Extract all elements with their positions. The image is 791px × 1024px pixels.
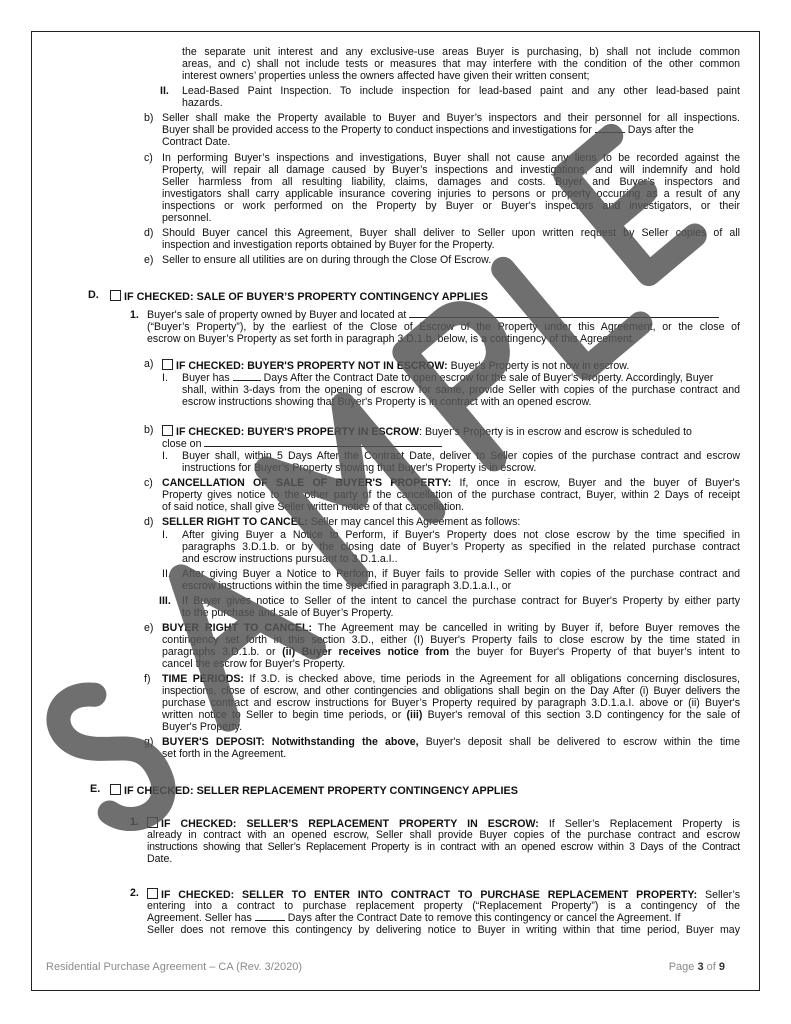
text-line xyxy=(162,125,740,137)
subheading: IF CHECKED: SELLER TO ENTER INTO CONTRACT TO PURCHASE REPLACEMENT PROPERTY: xyxy=(161,889,698,901)
text-fragment: Agreement. Seller has xyxy=(147,912,252,924)
text-line: personnel. xyxy=(162,212,212,224)
list-marker: d) xyxy=(144,516,154,528)
text-line xyxy=(162,517,520,529)
list-marker: I. xyxy=(162,529,168,541)
text-line: shall, within 3-days from the opening of escrow for same, provide Seller with copies of the purchase contract and xyxy=(182,384,740,396)
list-marker: I. xyxy=(162,372,168,384)
text-line: (“Buyer’s Property”), by the earliest of the Close of Escrow of the Property under this Agreement, or the close of xyxy=(147,321,740,333)
text-fragment: If Seller’s Replacement Property is xyxy=(538,818,740,830)
text-fragment: Buyer's deposit shall be delivered to escrow within the time xyxy=(418,736,740,748)
current-page: 3 xyxy=(697,961,704,973)
text-line: If Buyer gives notice to Seller of the intent to cancel the purchase contract for Buyer's Property by either party xyxy=(182,595,740,607)
subheading: : SELLER’S REPLACEMENT PROPERTY IN ESCROW: xyxy=(232,818,539,830)
subheading: TIME PERIODS: xyxy=(162,673,244,685)
text-line: paragraphs 3.D.1.b. or by the closing date of Buyer’s Property as specified in the related purchase contract xyxy=(182,541,740,553)
list-number: 1. xyxy=(130,309,139,321)
text-line: Contract Date. xyxy=(162,136,231,148)
list-marker: II. xyxy=(160,85,169,97)
text-line: already in contract with an opened escrow, Seller shall provide Buyer copies of the purchase contract and escrow xyxy=(147,829,740,841)
in-escrow-checkbox[interactable] xyxy=(162,425,173,436)
page-label: Page xyxy=(668,961,698,973)
text-fragment: Days after the Contract Date to remove this contingency or cancel the Agreement. If xyxy=(287,912,681,924)
list-marker: c) xyxy=(144,477,153,489)
list-marker: e) xyxy=(144,622,154,634)
subheading: BUYER RIGHT TO CANCEL: xyxy=(162,622,313,634)
text-fragment: Days After the Contract Date to open escrow for the sale of Buyer's Property. Accordingly, Buyer xyxy=(263,372,714,384)
list-number: 1. xyxy=(130,816,139,828)
text-line: of said notice, shall give Seller written notice of that cancellation. xyxy=(162,501,465,513)
text-line: Lead-Based Paint Inspection. To include inspection for lead-based paint and any other lead-based paint xyxy=(182,85,740,97)
list-marker: a) xyxy=(144,358,154,370)
list-marker: b) xyxy=(144,112,154,124)
text-line: instructions for Buyer’s Property showing that Buyer's Property is in escrow. xyxy=(182,462,537,474)
text-fragment: Buyer's sale of property owned by Buyer and located at xyxy=(147,309,407,321)
enter-contract-checkbox[interactable] xyxy=(147,888,158,899)
text-line: In performing Buyer’s inspections and investigations, Buyer shall not cause any liens to be recorded against the xyxy=(162,152,740,164)
text-line: Should Buyer cancel this Agreement, Buyer shall deliver to Seller upon written request by Seller copies of all xyxy=(162,227,740,239)
text-line: Buyer shall, within 5 Days After the Contract Date, deliver to Seller copies of the purchase contract and escrow xyxy=(182,450,740,462)
text-fragment: Seller may cancel this Agreement as follows: xyxy=(307,516,521,528)
text-line: and escrow instructions pursuant to 3.D.1.a.I.. xyxy=(182,553,398,565)
page-of-label: of xyxy=(703,961,719,973)
text-line: inspections, close of escrow, and other contingencies and obligations shall begin on the Day After (i) Buyer delivers the xyxy=(162,685,740,697)
text-line: investigators shall carry applicable insurance covering injuries to persons or property occurring as a result of any xyxy=(162,188,740,200)
text-line: purchase contract and escrow instructions for Buyer’s Property required by paragraph 3.D.1.a.I. above or (ii) Buyer's xyxy=(162,697,740,709)
text-line: set forth in the Agreement. xyxy=(162,748,287,760)
text-line: instructions showing that Seller’s Replacement Property is in contract with an opened escrow within 3 Days of the Contract xyxy=(147,841,740,853)
text-line: areas, and c) shall not include tests or measures that may interfere with the condition of the other common xyxy=(182,58,740,70)
text-line: inspection and investigation reports obtained by Buyer for the Property. xyxy=(162,239,495,251)
text-line: After giving Buyer a Notice to Perform, if Buyer fails to provide Seller with copies of the purchase contract and xyxy=(182,568,740,580)
text-line: After giving Buyer a Notice to Perform, if Buyer's Property does not close escrow by the time specified in xyxy=(182,529,740,541)
list-marker: g) xyxy=(144,736,154,748)
text-line xyxy=(162,425,692,439)
text-fragment: written notice to Seller to begin time periods, or xyxy=(162,709,407,721)
text-line: contingency set forth in this section 3.D., either (I) Buyer's Property fails to close escrow by the time stated in xyxy=(162,634,740,646)
text-line: Seller to ensure all utilities are on during through the Close Of Escrow. xyxy=(162,254,492,266)
list-marker: I. xyxy=(162,450,168,462)
footer-title: Residential Purchase Agreement – CA (Rev. 3/2020) xyxy=(46,961,302,973)
text-fragment: Seller’s xyxy=(697,889,740,901)
list-marker: e) xyxy=(144,254,154,266)
section-e-checkbox[interactable] xyxy=(110,784,121,795)
bold-fragment: (iii) xyxy=(406,709,423,721)
list-number: 2. xyxy=(130,887,139,899)
text-fragment: Buyer's Property is not now in escrow. xyxy=(447,360,630,372)
subheading: SELLER RIGHT TO CANCEL: xyxy=(162,516,308,528)
section-letter: E. xyxy=(90,783,101,795)
text-fragment: Days after the xyxy=(627,124,694,136)
days-blank[interactable] xyxy=(595,132,625,133)
list-marker: c) xyxy=(144,152,153,164)
subheading: BUYER'S DEPOSIT: Notwithstanding the above, xyxy=(162,736,419,748)
text-line: Date. xyxy=(147,853,173,865)
property-location-blank[interactable] xyxy=(409,317,719,318)
text-fragment: : Buyer's Property is in escrow and escrow is scheduled to xyxy=(419,426,692,438)
text-fragment: the buyer for Buyer's Property of that buyer’s intent to xyxy=(449,646,740,658)
text-line: the separate unit interest and any exclusive-use areas Buyer is purchasing, b) shall not include common xyxy=(182,46,740,58)
text-line: entering into a contract to purchase replacement property (“Replacement Property”) is a contingency of the xyxy=(147,900,740,912)
text-fragment: Buyer's removal of this section 3.D contingency for the sale of xyxy=(422,709,740,721)
text-line: cancel the escrow for Buyer's Property. xyxy=(162,658,346,670)
subheading: IF CHECKED: BUYER'S PROPERTY IN ESCROW xyxy=(176,426,420,438)
text-fragment: paragraphs 3.D.1.b. or xyxy=(162,646,283,658)
text-line: Buyer's Property. xyxy=(162,721,243,733)
list-marker: d) xyxy=(144,227,154,239)
text-fragment: close on xyxy=(162,438,202,450)
section-letter: D. xyxy=(88,289,99,301)
heading-text: IF CHECKED: SALE OF BUYER’S PROPERTY CONTINGENCY APPLIES xyxy=(124,291,488,303)
subheading: CANCELLATION OF SALE OF BUYER'S PROPERTY: xyxy=(162,477,452,489)
days-blank[interactable] xyxy=(255,920,285,921)
text-line xyxy=(162,359,629,373)
text-fragment: The Agreement may be cancelled in writing by Buyer if, before Buyer removes the xyxy=(312,622,740,634)
close-date-blank[interactable] xyxy=(204,446,442,447)
text-line: Property, will repair all damage caused by Buyer’s inspections and investigations, and will indemnify and hold xyxy=(162,164,740,176)
text-fragment: If, once in escrow, Buyer and the buyer of Buyer's xyxy=(451,477,740,489)
text-fragment: If 3.D. is checked above, time periods in the Agreement for all obligations concerning disclosures, xyxy=(243,673,740,685)
total-pages: 9 xyxy=(718,961,725,973)
subheading: IF CHECKED: BUYER'S PROPERTY NOT IN ESCROW: xyxy=(176,360,448,372)
list-marker: II. xyxy=(162,568,171,580)
subheading: IF CHECKED xyxy=(161,818,233,830)
text-line xyxy=(162,710,740,734)
text-line: escrow on Buyer’s Property as set forth in paragraph 3.D.1.b. below, is a contingency of this Agreement. xyxy=(147,333,635,345)
days-blank[interactable] xyxy=(233,380,261,381)
page-number xyxy=(669,962,725,974)
text-fragment: Buyer shall be provided access to the Property to conduct inspections and investigations for xyxy=(162,124,592,136)
list-marker: b) xyxy=(144,424,154,436)
list-marker: f) xyxy=(144,673,151,685)
text-line: hazards. xyxy=(182,97,223,109)
section-heading xyxy=(110,290,488,304)
text-line: Seller shall make the Property available to Buyer and Buyer’s inspectors and their personnel for all inspections. xyxy=(162,112,740,124)
section-d-checkbox[interactable] xyxy=(110,290,121,301)
heading-text: IF CHECKED: SELLER REPLACEMENT PROPERTY CONTINGENCY APPLIES xyxy=(124,785,518,797)
text-line: Seller harmless from all resulting liability, claims, damages and costs. Buyer and Buyer’s inspectors and xyxy=(162,176,740,188)
text-fragment: Buyer has xyxy=(182,372,230,384)
text-line: Property gives notice to the other party of the cancellation of the purchase contract, Buyer, within 2 Days of receipt xyxy=(162,489,740,501)
section-heading xyxy=(110,784,518,798)
text-line: escrow instructions showing that Buyer's Property is in contract with an opened escrow. xyxy=(182,396,592,408)
bold-fragment: (ii) Buyer receives notice from xyxy=(282,646,449,658)
text-line: interest owners’ properties unless the owners affected have given their written consent; xyxy=(182,70,590,82)
not-in-escrow-checkbox[interactable] xyxy=(162,359,173,370)
text-line: Seller does not remove this contingency by delivering notice to Buyer in writing within that time period, Buyer may xyxy=(147,924,740,936)
text-line: inspections or work performed on the Property by Buyer or Buyer's inspectors and investigators, or their xyxy=(162,200,740,212)
text-line: escrow instructions within the time specified in paragraph 3.D.1.a.I., or xyxy=(182,580,512,592)
replacement-in-escrow-checkbox[interactable] xyxy=(147,817,158,828)
list-marker: III. xyxy=(159,595,171,607)
text-line: to the purchase and sale of Buyer’s Property. xyxy=(182,607,394,619)
